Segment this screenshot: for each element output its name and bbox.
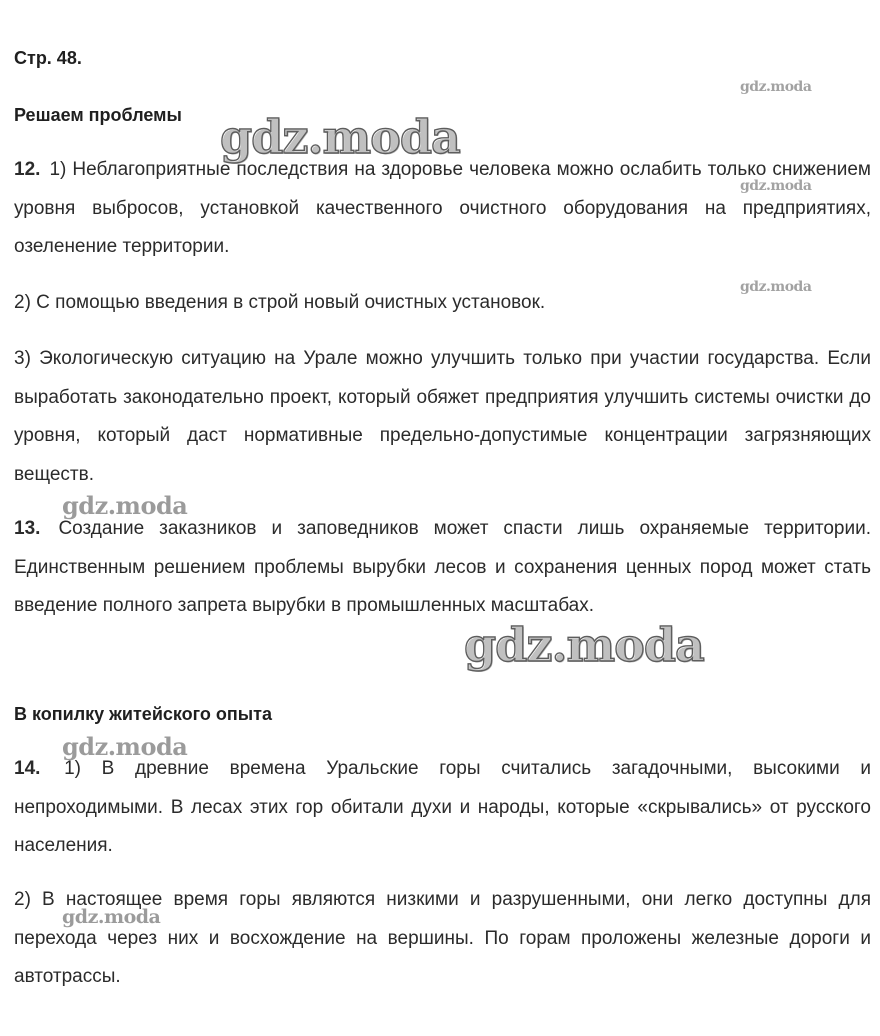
answer-13-text: Создание заказников и заповедников может спасти лишь охраняемые территории. Единственным решением проблемы вырубки лесов и сохранения ценных пород может стать введение полного запрета вырубки в промышленных масштабах.	[14, 518, 872, 616]
question-number-14: 14.	[14, 758, 41, 779]
watermark: gdz.moda	[220, 110, 460, 164]
answer-12-part-2: 2) С помощью введения в строй новый очистных установок.	[14, 292, 546, 313]
answer-13	[14, 510, 871, 626]
question-number-13: 13.	[14, 518, 41, 539]
answer-14-part-1-text: 1) В древние времена Уральские горы считались загадочными, высокими и непроходимыми. В лесах этих гор обитали духи и народы, которые «скрывались» от русского населения.	[14, 758, 872, 856]
watermark: gdz.moda	[740, 178, 812, 194]
answer-14-part-2: 2) В настоящее время горы являются низкими и разрушенными, они легко доступны для перехода через них и восхождение на вершины. По горам проложены железные дороги и автотрассы.	[14, 889, 871, 987]
answer-14-part-1	[14, 750, 871, 866]
section-title-experience: В копилку житейского опыта	[14, 704, 272, 724]
question-number-12: 12.	[14, 159, 41, 180]
watermark: gdz.moda	[62, 906, 161, 928]
page-label: Стр. 48.	[14, 48, 82, 68]
watermark: gdz.moda	[62, 732, 188, 761]
answer-12-part-1	[14, 151, 871, 267]
section-title-problems: Решаем проблемы	[14, 105, 182, 125]
watermark: gdz.moda	[62, 491, 188, 520]
answer-12-part-1-text: 1) Неблагоприятные последствия на здоровье человека можно ослабить только снижением уровня выбросов, установкой качественного очистного оборудования на предприятиях, озеленение территории.	[14, 159, 871, 257]
watermark: gdz.moda	[740, 79, 812, 95]
watermark: gdz.moda	[464, 618, 704, 672]
answer-12-part-3: 3) Экологическую ситуацию на Урале можно улучшить только при участии государства. Если выработать законодательно проект, который обяжет предприятия улучшить системы очистки до уровня, который даст нормативные предельно-допустимые концентрации загрязняющих веществ.	[14, 348, 871, 485]
watermark: gdz.moda	[740, 279, 812, 295]
